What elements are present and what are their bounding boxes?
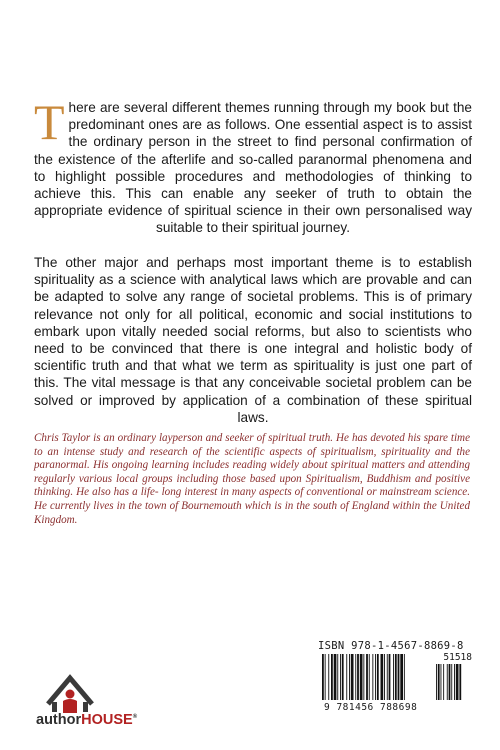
barcode-bars <box>318 654 474 702</box>
description-paragraph-1 <box>34 94 472 237</box>
publisher-name-part2: HOUSE <box>81 712 133 728</box>
publisher-name-part1: author <box>36 712 82 728</box>
publisher-name <box>36 712 137 728</box>
description-paragraph-2 <box>34 254 472 426</box>
author-bio: Chris Taylor is an ordinary layperson and seeker of spiritual truth. He has devoted his spare time to an intense study and research of the scientific aspects of spiritualism, spirituality and the paranormal. His ongoing learning includes reading widely about spiritual matters and attending regularly various local groups including those based upon Spiritualism, Buddhism and positive thinking. He also has a life- long interest in many aspects of conventional or mainstream science. He currently lives in the town of Bournemouth which is in the south of England within the United Kingdom. <box>34 432 470 526</box>
trademark-symbol: ® <box>132 714 138 721</box>
ean-number: 9 781456 788698 <box>324 702 418 713</box>
drop-cap: T <box>34 94 65 150</box>
price-code: 51518 <box>443 652 472 663</box>
isbn-barcode <box>318 640 474 713</box>
isbn-label: ISBN 978-1-4567-8869-8 <box>318 640 464 652</box>
paragraph-1-text: here are several different themes running through my book but the predominant ones are as follows. One essential aspect is to assist the ordinary person in the street to find personal confirmation of the existence of the afterlife and so-called paranormal phenomena and to highlight possible procedures and methodologies of thinking to achieve this. This can enable any seeker of truth to obtain the appropriate evidence of spiritual science in their own personalised way suitable to their spiritual journey. <box>34 100 472 236</box>
paragraph-2-text: The other major and perhaps most important theme is to establish spirituality as a science with analytical laws which are provable and can be adapted to solve any range of societal problems. This is of primary relevance not only for all political, economic and social institutions to embark upon vitally needed social reforms, but also to scientists who need to be convinced that there is one integral and holistic body of scientific truth and that what we term as spirituality is just one part of this. The vital message is that any conceivable societal problem can be solved or improved by application of a combination of these spiritual laws. <box>34 255 472 425</box>
